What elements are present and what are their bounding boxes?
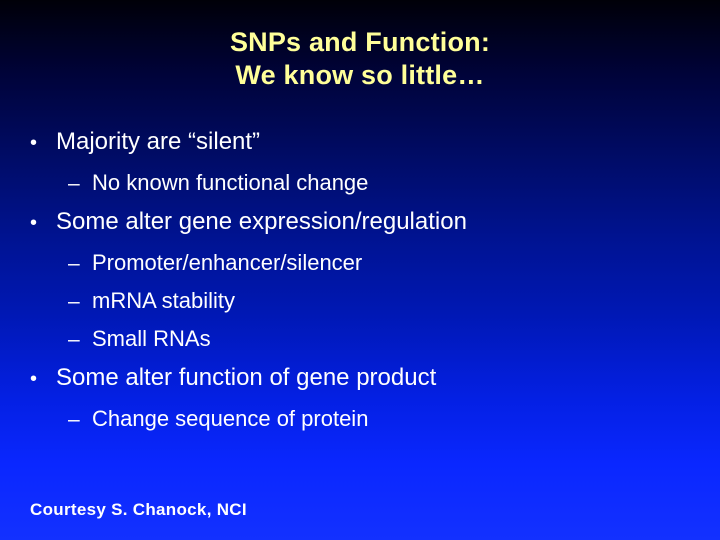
bullet-marker: –	[68, 290, 80, 313]
bullet-text: Change sequence of protein	[92, 406, 369, 431]
bullet-text: Majority are “silent”	[56, 128, 261, 155]
bullet-marker: –	[68, 172, 80, 195]
bullet-marker: –	[68, 408, 80, 431]
bullet-text: Promoter/enhancer/silencer	[92, 250, 363, 275]
bullet-marker: •	[30, 132, 38, 154]
slide-footer-credit: Courtesy S. Chanock, NCI	[30, 500, 247, 519]
slide-title	[0, 26, 720, 92]
bullet-text: Some alter gene expression/regulation	[56, 208, 467, 235]
bullet-text: Some alter function of gene product	[56, 364, 437, 391]
bullet-item	[68, 250, 690, 277]
bullet-item	[68, 170, 690, 197]
bullet-marker: –	[68, 252, 80, 275]
bullet-item	[30, 208, 690, 237]
bullet-marker: •	[30, 368, 38, 390]
bullet-text: Small RNAs	[92, 326, 211, 351]
bullet-item	[30, 364, 690, 393]
title-line-2: We know so little…	[235, 60, 485, 90]
bullet-item	[68, 406, 690, 433]
bullet-marker: –	[68, 328, 80, 351]
slide-body	[30, 128, 690, 444]
bullet-text: No known functional change	[92, 170, 369, 195]
bullet-text: mRNA stability	[92, 288, 236, 313]
bullet-marker: •	[30, 212, 38, 234]
bullet-item	[68, 288, 690, 315]
bullet-item	[30, 128, 690, 157]
title-line-1: SNPs and Function:	[229, 27, 491, 57]
bullet-item	[68, 326, 690, 353]
